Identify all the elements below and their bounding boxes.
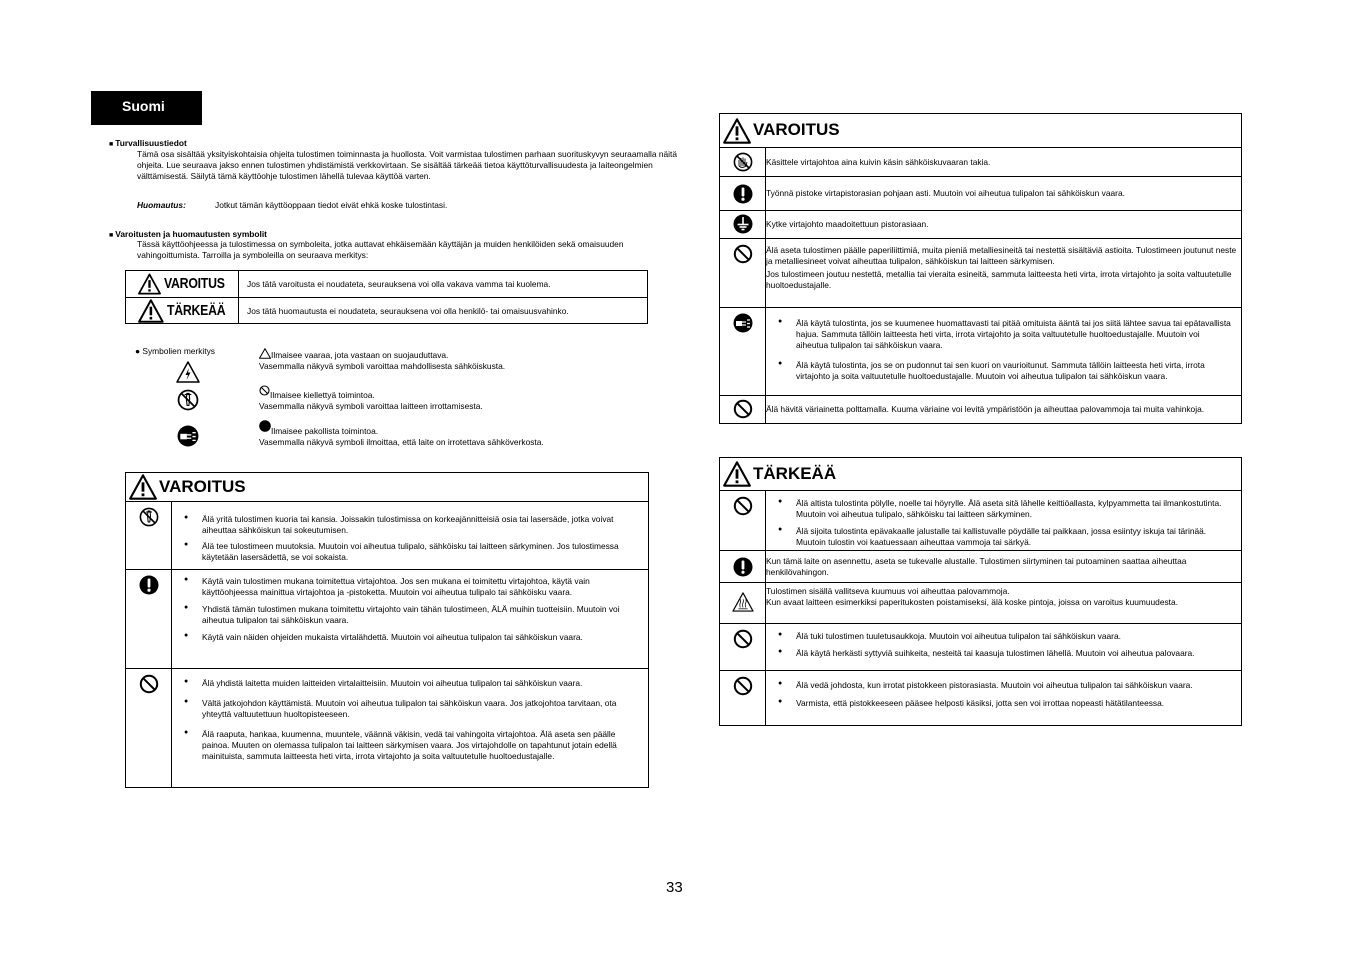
hot-surface-icon (732, 592, 754, 612)
caution-badge-label: TÄRKEÄÄ (166, 302, 226, 320)
right-warning-header (720, 114, 1242, 148)
language-tab: Suomi (91, 91, 202, 125)
caution-triangle-icon (138, 299, 164, 323)
prohibited-icon (733, 244, 753, 264)
prohibited-icon (733, 629, 753, 649)
prohibited-icon (733, 496, 753, 516)
right-warning-row-icon-cell (720, 148, 766, 177)
legend-warning-text: Jos tätä varoitusta ei noudateta, seurauksena voi olla vakava vamma tai kuolema. (247, 278, 551, 289)
list-item: ● Älä käytä herkästi syttyviä suihkeita, nesteitä tai kaasuja tulostimen lähellä. Muutoin voi aiheutua palovaara. (766, 648, 1233, 659)
symbols-info-title-text: Varoitusten ja huomautusten symbolit (115, 229, 267, 239)
lightning-warning-icon (176, 361, 200, 383)
right-warning-row-5 (766, 308, 1242, 396)
list-item: ● Älä sijoita tulostinta epävakaalle jalustalle tai kallistuvalle pöydälle tai paikkaan, jossa esiintyy iskuja tai tärinää. Muutoin tulostin voi kaatuessaan aiheuttaa vammoja tai särkyä. (766, 526, 1233, 548)
meaning-mandatory-line1: Ilmaisee pakollista toimintoa. (271, 426, 379, 436)
right-caution-row-3 (766, 583, 1242, 624)
right-caution-row-icon-cell (720, 624, 766, 671)
right-warning-row-4 (766, 239, 1242, 308)
list-item: ● Vältä jatkojohdon käyttämistä. Muutoin voi aiheutua tulipalon tai sähköiskun vaara. Jos jatkojohtoa tarvitaan, ota yhteyttä valtuutettuun huoltopisteeseen. (172, 698, 640, 720)
signal-word-legend (125, 270, 648, 324)
prohibited-icon (733, 399, 753, 419)
list-item: ● Älä tee tulostimeen muutoksia. Muutoin voi aiheutua tulipalo, sähköisku tai laitteen särkyminen. Jos tulostimessa käytetään lasersädettä, se voi sokaista. (172, 541, 640, 563)
right-warning-row-2: Työnnä pistoke virtapistorasian pohjaan asti. Muutoin voi aiheutua tulipalon tai sähköiskun vaara. (766, 177, 1242, 211)
list-item: ● Käytä vain näiden ohjeiden mukaista virtalähdettä. Muutoin voi aiheutua tulipalon tai sähköiskun vaara. (172, 632, 640, 643)
right-caution-row-4 (766, 624, 1242, 671)
legend-row-caution (126, 298, 647, 324)
meaning-prohibited-line1: Ilmaisee kiellettyä toimintoa. (270, 390, 375, 400)
right-caution-header (720, 458, 1242, 491)
meaning-warning (259, 348, 505, 372)
legend-caution-text: Jos tätä huomautusta ei noudateta, seurauksena voi olla henkilö- tai omaisuusvahinko. (247, 305, 569, 316)
right-warning-row-3: Kytke virtajohto maadoitettuun pistorasiaan. (766, 211, 1242, 239)
list-item: ● Varmista, että pistokkeeseen pääsee helposti käsiksi, jotta sen voi irrottaa nopeasti hätätilanteessa. (766, 698, 1233, 709)
list-item: ● Älä raaputa, hankaa, kuumenna, muuntele, väännä väkisin, vedä tai vahingoita virtajohtoa. Älä aseta sen päälle painoa. Muuten on olemassa tulipalon tai laitteen särkymisen vaara. Jos virtajohdolle on tapahtunut jotain edellä mainituista, sammuta laitteesta heti virta, irrota virtajohto ja soita valtuutetulle huoltoedustajalle. (172, 729, 640, 762)
warning-triangle-icon (138, 272, 161, 296)
caution-badge (126, 298, 239, 324)
page-number: 33 (666, 879, 683, 896)
left-warning-row-1 (172, 502, 649, 570)
paragraph: Jos tulostimeen joutuu nestettä, metallia tai vieraita esineitä, sammuta laitteesta heti virta, irrota virtajohto ja soita valtuutetulle huoltoedustajalle. (766, 268, 1232, 290)
mandatory-icon (733, 184, 753, 204)
no-wet-hands-icon (733, 152, 753, 172)
warning-badge-label: VAROITUS (164, 275, 225, 293)
meaning-mandatory-line2: Vasemmalla näkyvä symboli ilmoittaa, että laite on irrotettava sähköverkosta. (259, 436, 544, 447)
no-disassembly-icon (139, 507, 159, 527)
right-caution-row-icon-cell (720, 671, 766, 726)
unplug-icon (733, 313, 753, 333)
legend-row-warning (126, 271, 647, 298)
warning-triangle-icon (129, 474, 157, 500)
left-warning-title: VAROITUS (159, 476, 246, 496)
meaning-prohibited (259, 385, 483, 412)
safety-info-title: ■ Turvallisuustiedot (109, 138, 187, 148)
right-caution-row-2: Kun tämä laite on asennettu, aseta se tukevalle alustalle. Tulostimen siirtyminen tai putoaminen saattaa aiheuttaa henkilövahingon. (766, 551, 1242, 583)
paragraph: Älä aseta tulostimen päälle paperiliittimiä, muita pieniä metalliesineitä tai nestettä sisältäviä astioita. Tulostimeen joutunut neste ja metalliesineet voivat aiheuttaa tulipalon, sähköiskun tai laitteen särkymisen. (766, 245, 1237, 266)
note-label: Huomautus: (137, 200, 186, 210)
list-item: ● Käytä vain tulostimen mukana toimitettua virtajohtoa. Jos sen mukana ei toimitettu virtajohtoa, käytä vain käyttöohjeessa mainittua virtajohtoa ja -pistoketta. Muutoin voi aiheutua tulipalo tai sähköisku vaara. (172, 576, 640, 598)
warning-badge (126, 271, 239, 297)
ground-icon (733, 214, 753, 234)
small-prohibited-icon (259, 385, 270, 396)
right-caution-title: TÄRKEÄÄ (753, 463, 837, 483)
meaning-warning-line1: Ilmaisee vaaraa, jota vastaan on suojauduttava. (271, 350, 449, 360)
caution-triangle-icon (723, 461, 751, 487)
symbol-meanings-label: ● Symbolien merkitys (135, 346, 215, 356)
list-item: ● Älä altista tulostinta pölylle, noelle tai höyrylle. Älä aseta sitä lähelle keittiöallasta, kylpyammetta tai ilmankostutinta. Muutoin voi aiheutua tulipalo, sähköisku tai laitteen särkyminen. (766, 498, 1233, 520)
list-item: ● Älä yhdistä laitetta muiden laitteiden virtalaitteisiin. Muutoin voi aiheutua tulipalon tai sähköiskun vaara. (172, 678, 640, 689)
list-item: ● Älä käytä tulostinta, jos se kuumenee huomattavasti tai pitää omituista ääntä tai jos siitä lähtee savua tai epätavallista hajua. Sammuta tällöin laitteesta heti virta, irrota virtajohto ja soita valtuutetulle huoltoedustajalle. Muutoin voi aiheutua tulipalon tai sähköiskun vaara. (766, 318, 1233, 351)
right-caution-row-5 (766, 671, 1242, 726)
prohibited-icon (139, 674, 159, 694)
right-warning-title: VAROITUS (753, 120, 840, 140)
left-warning-row-icon-cell (126, 669, 172, 788)
list-item: ● Älä käytä tulostinta, jos se on pudonnut tai sen kuori on vaurioitunut. Sammuta tällöin laitteesta heti virta, irrota virtajohto ja soita valtuutetulle huoltoedustajalle. Muutoin voi aiheutua tulipalon tai sähköiskun vaara. (766, 360, 1233, 382)
mandatory-icon (733, 557, 753, 577)
right-warning-row-6: Älä hävitä väriainetta polttamalla. Kuuma väriaine voi levitä ympäristöön ja aiheuttaa palovammoja tai muita vahinkoja. (766, 396, 1242, 424)
paragraph: Tulostimen sisällä vallitseva kuumuus voi aiheuttaa palovammoja. (766, 586, 1010, 596)
symbols-info-title: ■ Varoitusten ja huomautusten symbolit (109, 229, 267, 239)
list-item: ● Älä vedä johdosta, kun irrotat pistokkeen pistorasiasta. Muutoin voi aiheutua tulipalon tai sähköiskun vaara. (766, 680, 1233, 691)
right-warning-table (719, 113, 1242, 424)
right-warning-row-1: Käsittele virtajohtoa aina kuivin käsin sähköiskuvaaran takia. (766, 148, 1242, 177)
right-warning-row-icon-cell (720, 308, 766, 396)
note-text: Jotkut tämän käyttöoppaan tiedot eivät ehkä koske tulostintasi. (215, 200, 448, 210)
left-warning-row-3 (172, 669, 649, 788)
left-warning-row-icon-cell (126, 570, 172, 669)
left-warning-row-2 (172, 570, 649, 669)
right-warning-row-icon-cell (720, 239, 766, 308)
warning-triangle-icon (723, 118, 751, 144)
list-item: ● Yhdistä tämän tulostimen mukana toimitettu virtajohto vain tähän tulostimeen, ÄLÄ muihin tuotteisiin. Muutoin voi aiheutua tulipalon tai sähköiskun vaara. (172, 604, 640, 626)
right-caution-row-icon-cell (720, 583, 766, 624)
safety-info-body: Tämä osa sisältää yksityiskohtaisia ohjeita tulostimen toiminnasta ja huollosta. Voit varmistaa tulostimen parhaan suorituskyvyn seuraamalla näitä ohjeita. Lue seuraava jakso ennen tulostimen yhdistämistä verkkovirtaan. Se sisältää tärkeää tietoa käyttöturvallisuudesta ja laiteongelmien välttämisestä. Säilytä tämä käyttöohje tulostimen lähellä tulevaa käyttöä varten. (137, 149, 677, 181)
left-warning-row-icon-cell (126, 502, 172, 570)
right-caution-row-icon-cell (720, 551, 766, 583)
right-warning-row-icon-cell (720, 177, 766, 211)
left-warning-header (126, 473, 649, 502)
meaning-warning-line2: Vasemmalla näkyvä symboli varoittaa mahdollisesta sähköiskusta. (259, 360, 506, 371)
right-caution-row-1 (766, 491, 1242, 551)
list-item: ● Älä yritä tulostimen kuoria tai kansia. Joissakin tulostimissa on korkeajännitteisiä osia tai lasersäde, jotka voivat aiheuttaa sähköiskun tai sokeutumisen. (172, 514, 640, 536)
meaning-prohibited-line2: Vasemmalla näkyvä symboli varoittaa laitteen irrottamisesta. (259, 400, 483, 411)
right-caution-table (719, 457, 1242, 726)
paragraph: Kun avaat laitteen esimerkiksi paperitukosten poistamiseksi, älä koske pintoja, joissa on varoitus kuumuudesta. (766, 596, 1178, 607)
no-disassembly-icon (177, 389, 199, 411)
meaning-mandatory (259, 420, 544, 448)
safety-info-title-text: Turvallisuustiedot (115, 138, 187, 148)
right-warning-row-icon-cell (720, 396, 766, 424)
symbols-info-body: Tässä käyttöohjeessa ja tulostimessa on symboleita, jotka auttavat ehkäisemään käyttäjän ja muiden henkilöiden sekä omaisuuden vahingoittumista. Tarroilla ja symboleilla on seuraava merkitys: (137, 239, 624, 260)
mandatory-icon (139, 575, 159, 595)
unplug-icon (177, 425, 199, 447)
right-warning-row-icon-cell (720, 211, 766, 239)
small-mandatory-icon (259, 420, 271, 432)
prohibited-icon (733, 676, 753, 696)
right-caution-row-icon-cell (720, 491, 766, 551)
small-warning-triangle-icon (259, 348, 271, 359)
left-warning-table (125, 472, 649, 788)
list-item: ● Älä tuki tulostimen tuuletusaukkoja. Muutoin voi aiheutua tulipalon tai sähköiskun vaara. (766, 631, 1233, 642)
